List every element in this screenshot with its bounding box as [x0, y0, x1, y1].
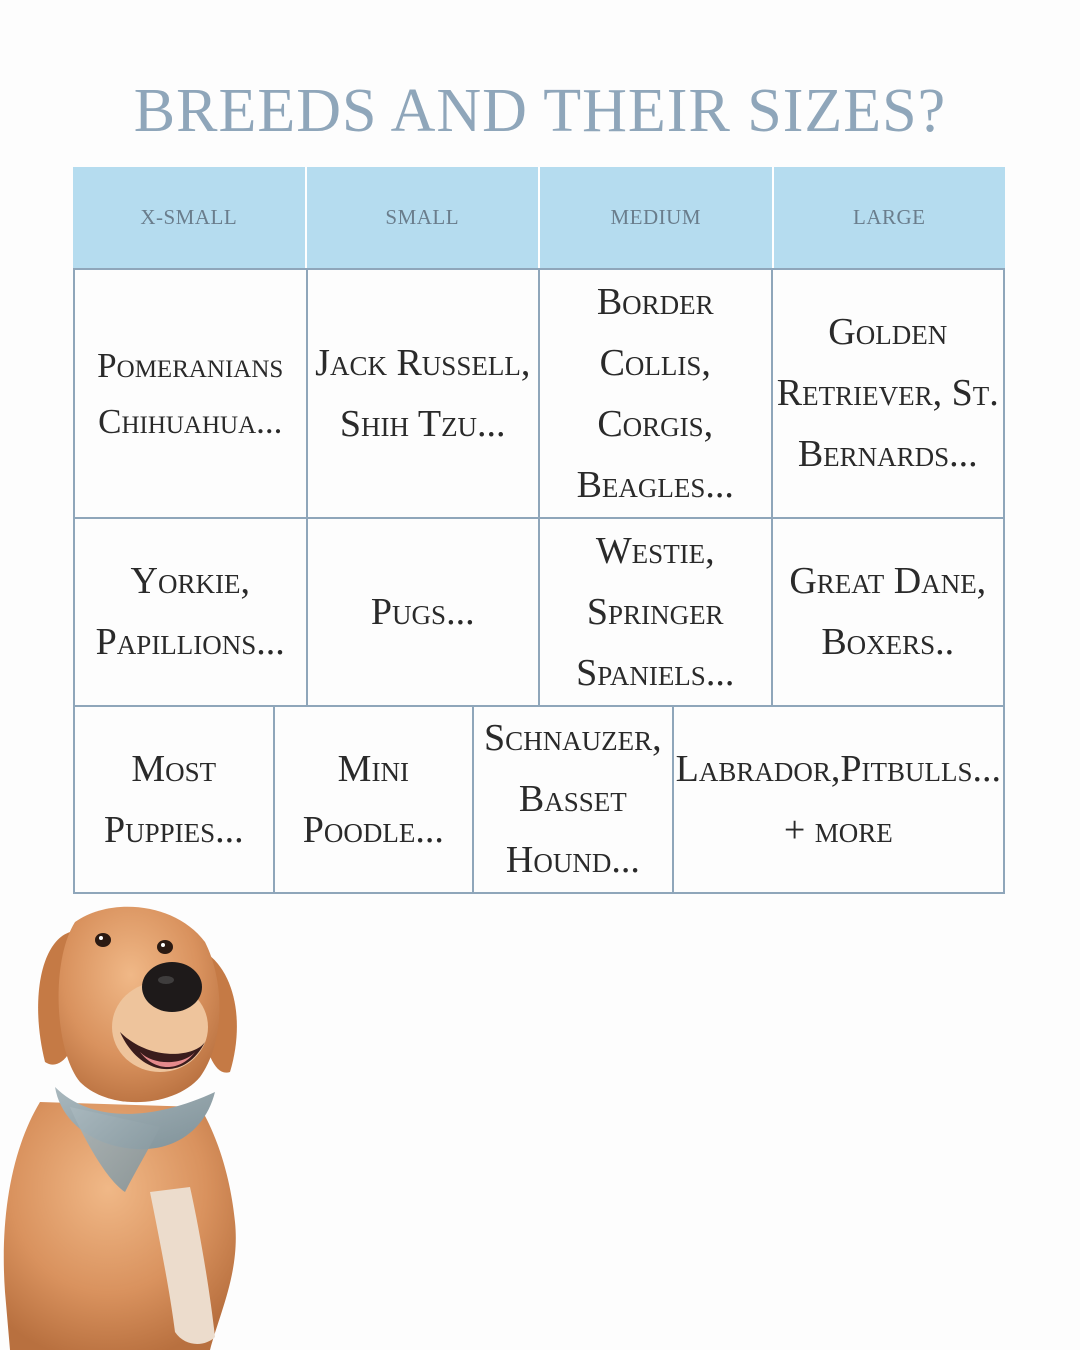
page-title: BREEDS AND THEIR SIZES? — [133, 77, 947, 145]
table-cell: Golden Retriever, St. Bernards... — [776, 311, 999, 475]
table-row — [75, 270, 1003, 517]
breed-size-table — [73, 167, 1005, 894]
table-cell: Labrador,Pitbulls... + more — [675, 747, 1001, 851]
table-cell: Schnauzer, Basset Hound... — [474, 707, 674, 892]
header-large: LARGE — [853, 205, 926, 229]
table-body — [73, 268, 1005, 894]
table-row — [75, 705, 1003, 892]
table-cell: Pugs... — [308, 519, 541, 705]
header-small: SMALL — [307, 167, 541, 268]
table-cell: Jack Russell, Shih Tzu... — [308, 270, 541, 517]
table-cell: Westie, Springer Spaniels... — [540, 519, 773, 705]
table-row — [75, 517, 1003, 705]
table-cell: Border Collis, Corgis, Beagles... — [540, 270, 773, 517]
header-x-small: X-SMALL — [73, 167, 307, 268]
header-medium: MEDIUM — [540, 167, 774, 268]
table-cell: Great Dane, Boxers.. — [789, 560, 987, 663]
table-cell: Mini Poodle... — [275, 707, 475, 892]
table-cell: Pomeranians Chihuahua... — [75, 270, 308, 517]
table-cell: Yorkie, Papillions... — [75, 519, 308, 705]
table-header — [73, 167, 1005, 268]
golden-retriever-image — [0, 892, 260, 1350]
table-cell: Most Puppies... — [75, 707, 275, 892]
